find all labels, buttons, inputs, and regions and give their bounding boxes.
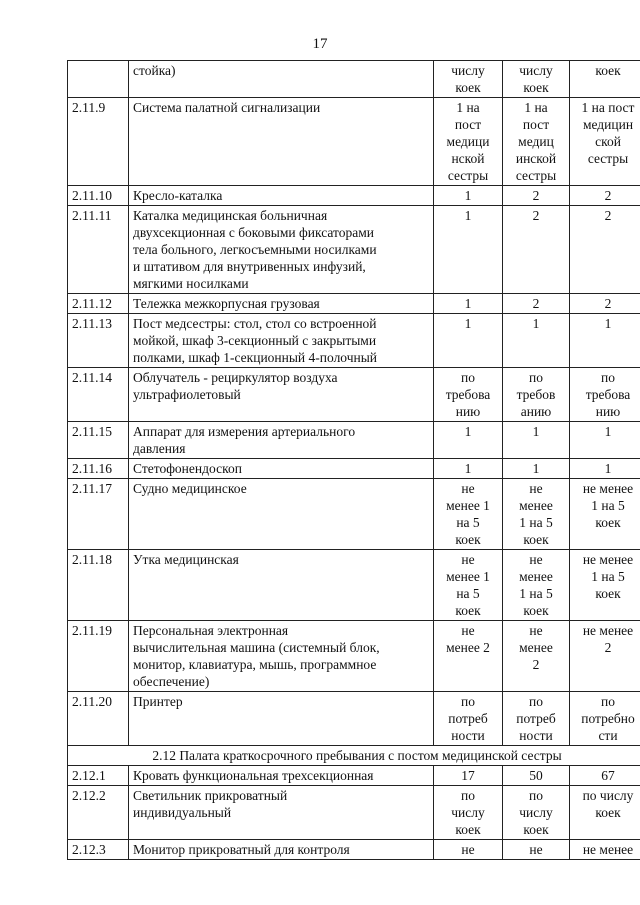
- table-row: [68, 422, 640, 459]
- cell-num: [68, 314, 129, 368]
- cell-text: 2.11.10: [72, 188, 112, 203]
- cell-num: [68, 368, 129, 422]
- cell-c1: [434, 98, 503, 186]
- cell-c3: [570, 621, 640, 692]
- cell-text: 2.12.1: [72, 768, 106, 783]
- cell-c3: [570, 550, 640, 621]
- cell-c2: [503, 766, 570, 786]
- cell-name: [129, 840, 434, 860]
- cell-text: по требов анию: [516, 370, 556, 419]
- cell-text: 1: [464, 208, 472, 223]
- cell-c3: [570, 314, 640, 368]
- cell-text: не менее: [582, 842, 634, 857]
- table-row: [68, 459, 640, 479]
- cell-num: [68, 550, 129, 621]
- cell-c1: [434, 368, 503, 422]
- cell-text: по потребно сти: [581, 694, 635, 743]
- cell-text: коек: [595, 63, 621, 78]
- table-row: [68, 479, 640, 550]
- cell-text: не менее 1 на 5 коек: [582, 481, 634, 530]
- cell-text: 2.11.19: [72, 623, 112, 638]
- page-number: 17: [312, 36, 328, 52]
- cell-text: 1: [604, 424, 612, 439]
- cell-text: 1 на пост медиц инской сестры: [515, 100, 557, 183]
- cell-num: [68, 479, 129, 550]
- cell-c2: [503, 422, 570, 459]
- cell-name: [129, 459, 434, 479]
- cell-text: 1: [464, 424, 472, 439]
- cell-text: 1: [532, 316, 540, 331]
- cell-name: [129, 550, 434, 621]
- cell-c3: [570, 840, 640, 860]
- cell-text: 1: [604, 316, 612, 331]
- cell-num: [68, 294, 129, 314]
- cell-text: числу коек: [451, 63, 485, 95]
- cell-c3: [570, 766, 640, 786]
- cell-text: по потреб ности: [448, 694, 488, 743]
- cell-name: [129, 314, 434, 368]
- cell-c2: [503, 459, 570, 479]
- cell-text: Судно медицинское: [133, 481, 247, 496]
- cell-text: по числу коек: [582, 788, 634, 820]
- cell-text: Стетофонендоскоп: [133, 461, 242, 476]
- cell-name: [129, 479, 434, 550]
- cell-text: не: [461, 842, 475, 857]
- cell-num: [68, 766, 129, 786]
- cell-c2: [503, 479, 570, 550]
- cell-text: не: [529, 842, 543, 857]
- cell-text: 2: [604, 296, 612, 311]
- cell-num: [68, 692, 129, 746]
- cell-num: [68, 98, 129, 186]
- table-row: [68, 621, 640, 692]
- cell-text: Принтер: [133, 694, 183, 709]
- cell-name: [129, 621, 434, 692]
- cell-text: стойка): [133, 63, 176, 78]
- cell-c2: [503, 294, 570, 314]
- cell-num: [68, 459, 129, 479]
- cell-c2: [503, 61, 570, 98]
- cell-text: Кресло-каталка: [133, 188, 223, 203]
- cell-text: не менее 1 на 5 коек: [582, 552, 634, 601]
- table-row: [68, 61, 640, 98]
- cell-text: 2.11.12: [72, 296, 112, 311]
- cell-text: 1: [532, 461, 540, 476]
- cell-text: 1 на пост медицин ской сестры: [581, 100, 635, 166]
- cell-c3: [570, 186, 640, 206]
- cell-c2: [503, 621, 570, 692]
- cell-c2: [503, 368, 570, 422]
- cell-c2: [503, 206, 570, 294]
- cell-name: [129, 786, 434, 840]
- cell-text: 2: [532, 188, 540, 203]
- cell-c1: [434, 186, 503, 206]
- cell-text: 2.11.20: [72, 694, 112, 709]
- cell-text: 2: [532, 296, 540, 311]
- cell-c1: [434, 294, 503, 314]
- cell-c1: [434, 786, 503, 840]
- table-row: [68, 294, 640, 314]
- cell-c2: [503, 840, 570, 860]
- cell-text: не менее 2: [519, 623, 553, 672]
- cell-text: Тележка межкорпусная грузовая: [133, 296, 320, 311]
- cell-text: по требова нию: [445, 370, 491, 419]
- cell-num: [68, 61, 129, 98]
- cell-c1: [434, 550, 503, 621]
- cell-num: [68, 186, 129, 206]
- cell-text: 2.11.17: [72, 481, 112, 496]
- cell-c2: [503, 186, 570, 206]
- cell-c3: [570, 368, 640, 422]
- cell-c1: [434, 766, 503, 786]
- cell-text: 1: [464, 296, 472, 311]
- equipment-table: [67, 60, 640, 860]
- cell-text: по требова нию: [585, 370, 631, 419]
- cell-text: Аппарат для измерения артериального давления: [133, 424, 356, 456]
- cell-name: [129, 206, 434, 294]
- cell-c3: [570, 61, 640, 98]
- cell-text: 2.12.3: [72, 842, 106, 857]
- cell-num: [68, 422, 129, 459]
- cell-text: 2.11.9: [72, 100, 106, 115]
- cell-text: не менее 2: [446, 623, 490, 655]
- cell-text: Персональная электронная вычислительная машина (системный блок, монитор, клавиатура, мышь, программное обеспечение): [133, 623, 380, 689]
- cell-text: не менее 2: [582, 623, 634, 655]
- cell-num: [68, 206, 129, 294]
- cell-c1: [434, 840, 503, 860]
- cell-c1: [434, 692, 503, 746]
- table-row: [68, 206, 640, 294]
- cell-c1: [434, 479, 503, 550]
- cell-c2: [503, 314, 570, 368]
- cell-c3: [570, 206, 640, 294]
- cell-name: [129, 766, 434, 786]
- cell-text: Светильник прикроватный индивидуальный: [133, 788, 288, 820]
- table-row: [68, 368, 640, 422]
- cell-text: Каталка медицинская больничная двухсекционная с боковыми фиксаторами тела больного, легкосъемными носилками и штативом для внутривенных инфузий, мягкими носилками: [133, 208, 377, 291]
- cell-text: Система палатной сигнализации: [133, 100, 321, 115]
- cell-text: по потреб ности: [516, 694, 556, 743]
- cell-text: числу коек: [519, 63, 553, 95]
- cell-c2: [503, 692, 570, 746]
- cell-text: 67: [601, 768, 615, 783]
- cell-text: по числу коек: [519, 788, 553, 837]
- cell-text: 2.11.18: [72, 552, 112, 567]
- cell-name: [129, 98, 434, 186]
- cell-text: Утка медицинская: [133, 552, 239, 567]
- cell-text: Пост медсестры: стол, стол со встроенной мойкой, шкаф 3-секционный с закрытыми полками, шкаф 1-секционный 4-полочный: [133, 316, 378, 365]
- cell-num: [68, 786, 129, 840]
- cell-text: 2: [532, 208, 540, 223]
- cell-text: 1 на пост медици нской сестры: [446, 100, 490, 183]
- cell-c3: [570, 479, 640, 550]
- cell-num: [68, 840, 129, 860]
- cell-c3: [570, 786, 640, 840]
- cell-name: [129, 61, 434, 98]
- section-row: [68, 746, 640, 766]
- cell-text: 2.12.2: [72, 788, 106, 803]
- cell-name: [129, 692, 434, 746]
- cell-c3: [570, 422, 640, 459]
- cell-text: 1: [604, 461, 612, 476]
- cell-name: [129, 186, 434, 206]
- table-row: [68, 786, 640, 840]
- table-row: [68, 98, 640, 186]
- cell-text: не менее 1 на 5 коек: [446, 481, 490, 547]
- cell-text: 1: [464, 461, 472, 476]
- cell-text: не менее 1 на 5 коек: [446, 552, 490, 618]
- cell-c3: [570, 294, 640, 314]
- cell-text: по числу коек: [451, 788, 485, 837]
- cell-text: 2.11.14: [72, 370, 112, 385]
- cell-text: 50: [529, 768, 543, 783]
- cell-c1: [434, 422, 503, 459]
- cell-c3: [570, 692, 640, 746]
- section-title: 2.12 Палата краткосрочного пребывания с постом медицинской сестры: [68, 746, 640, 766]
- cell-text: Облучатель - рециркулятор воздуха ультрафиолетовый: [133, 370, 338, 402]
- table-row: [68, 550, 640, 621]
- cell-text: Кровать функциональная трехсекционная: [133, 768, 374, 783]
- cell-text: 2.11.13: [72, 316, 112, 331]
- cell-text: 17: [461, 768, 475, 783]
- cell-c1: [434, 61, 503, 98]
- cell-text: 2.11.16: [72, 461, 112, 476]
- cell-name: [129, 368, 434, 422]
- cell-text: Монитор прикроватный для контроля: [133, 842, 350, 857]
- cell-text: 1: [464, 316, 472, 331]
- table-row: [68, 692, 640, 746]
- cell-c2: [503, 98, 570, 186]
- cell-text: не менее 1 на 5 коек: [519, 552, 553, 618]
- cell-c2: [503, 786, 570, 840]
- table-row: [68, 840, 640, 860]
- cell-c1: [434, 206, 503, 294]
- table-row: [68, 314, 640, 368]
- cell-num: [68, 621, 129, 692]
- cell-text: 1: [464, 188, 472, 203]
- table-row: [68, 766, 640, 786]
- cell-name: [129, 294, 434, 314]
- cell-c3: [570, 98, 640, 186]
- cell-text: 2.11.11: [72, 208, 112, 223]
- cell-text: 2.11.15: [72, 424, 112, 439]
- cell-text: 1: [532, 424, 540, 439]
- cell-c2: [503, 550, 570, 621]
- cell-c1: [434, 314, 503, 368]
- cell-name: [129, 422, 434, 459]
- cell-c1: [434, 459, 503, 479]
- cell-text: 2: [604, 208, 612, 223]
- table-row: [68, 186, 640, 206]
- cell-c1: [434, 621, 503, 692]
- cell-c3: [570, 459, 640, 479]
- cell-text: не менее 1 на 5 коек: [519, 481, 553, 547]
- cell-text: 2: [604, 188, 612, 203]
